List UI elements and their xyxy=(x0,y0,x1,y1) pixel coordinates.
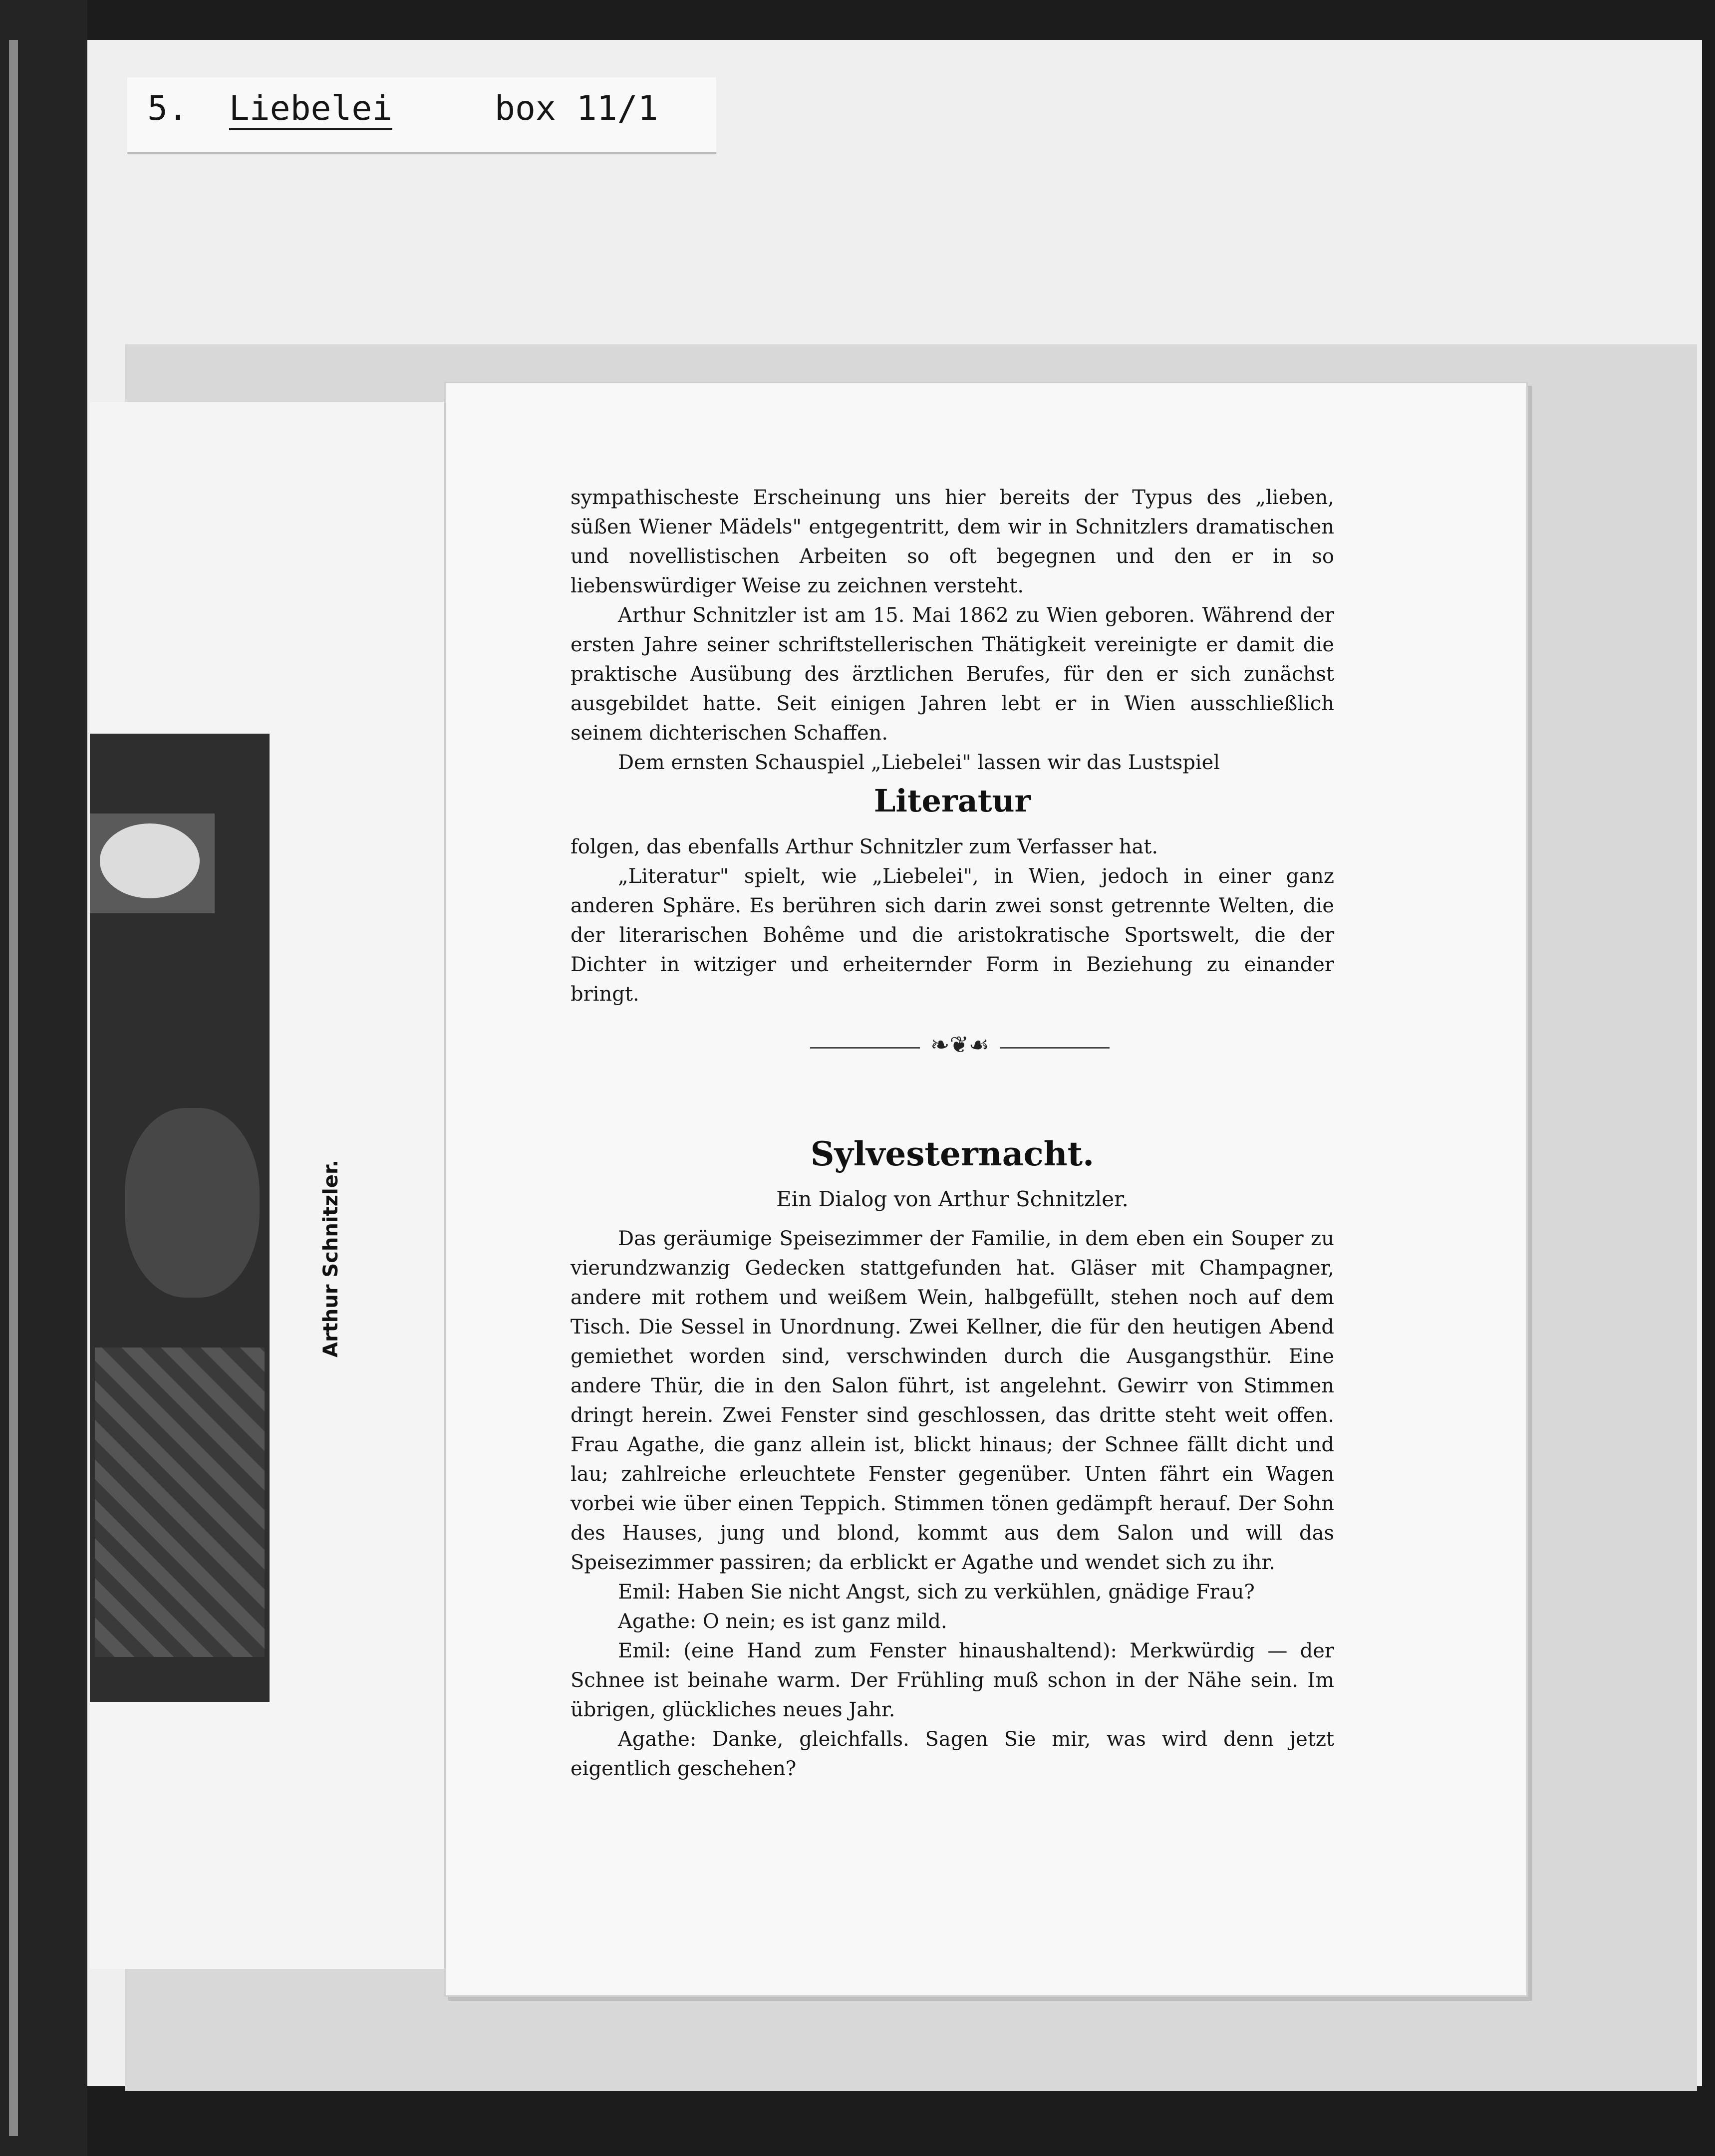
adjacent-sheet-edge xyxy=(9,40,18,2136)
ornament-rule-left xyxy=(810,1047,920,1049)
heading-literatur: Literatur xyxy=(873,783,1031,819)
dialogue-line: Emil: Haben Sie nicht Angst, sich zu verkühlen, gnädige Frau? xyxy=(618,1581,1255,1604)
portrait-photo-pattern xyxy=(95,1348,265,1657)
ornament-rule-right xyxy=(1000,1047,1110,1049)
heading-sylvesternacht: Sylvesternacht. xyxy=(810,1134,1095,1173)
dialogue-text xyxy=(571,1224,1334,1784)
paragraph-literatur: „Literatur" spielt, wie „Liebelei", in Wien, jedoch in einer ganz anderen Sphäre. Es berühren sich darin zwei sonst getrennte Welten, die der literarischen Bohême und die aristokratische Sportswelt, die der Dichter in witziger und erheiternder Form in Beziehung zu einander bringt. xyxy=(571,865,1334,1006)
dialogue-line: Agathe: O nein; es ist ganz mild. xyxy=(618,1610,947,1633)
article-literatur-text xyxy=(571,832,1334,1009)
portrait-photo-face xyxy=(125,1108,260,1298)
article-upper-text xyxy=(571,483,1334,778)
index-label-text xyxy=(147,89,658,128)
portrait-photo-hand xyxy=(100,823,200,898)
index-box: box 11/1 xyxy=(495,89,658,128)
ornament-icon: ❧❦☙ xyxy=(930,1031,990,1058)
photo-caption-text: Arthur Schnitzler. xyxy=(319,1159,342,1357)
paragraph-biography: Arthur Schnitzler ist am 15. Mai 1862 zu Wien geboren. Während der ersten Jahre seiner schriftstellerischen Thätigkeit vereinigte er damit die praktische Ausübung des ärztlichen Berufes, für den er sich zunächst ausgebildet hatte. Seit einigen Jahren lebt er in Wien ausschließlich seinem dichterischen Schaffen. xyxy=(571,604,1334,745)
dialogue-line: Emil: (eine Hand zum Fenster hinaushaltend): Merkwürdig — der Schnee ist beinahe warm. Der Frühling muß schon in der Nähe sein. Im übrigen, glückliches neues Jahr. xyxy=(571,1639,1334,1721)
dialogue-line: Agathe: Danke, gleichfalls. Sagen Sie mir, was wird denn jetzt eigentlich geschehen? xyxy=(571,1728,1334,1780)
paragraph-verfasser: folgen, das ebenfalls Arthur Schnitzler zum Verfasser hat. xyxy=(571,835,1158,858)
paragraph-intro: sympathischeste Erscheinung uns hier bereits der Typus des „lieben, süßen Wiener Mädels" entgegentritt, dem wir in Schnitzlers dramatischen und novellistischen Arbeiten so oft begegnen und den er in so liebenswürdiger Weise zu zeichnen versteht. xyxy=(571,486,1334,597)
index-number: 5. xyxy=(147,89,188,128)
article-page xyxy=(444,382,1528,1997)
paragraph-lustspiel: Dem ernsten Schauspiel „Liebelei" lassen wir das Lustspiel xyxy=(618,751,1220,774)
stage-direction: Das geräumige Speisezimmer der Familie, in dem eben ein Souper zu vierundzwanzig Gedecken stattgefunden hat. Gläser mit Champagner, andere mit rothem und weißem Wein, halbgefüllt, stehen noch auf dem Tisch. Die Sessel in Unordnung. Zwei Kellner, die für den heutigen Abend gemiethet worden sind, verschwinden durch die Ausgangsthür. Eine andere Thür, die in den Salon führt, ist angelehnt. Gewirr von Stimmen dringt herein. Zwei Fenster sind geschlossen, das dritte steht weit offen. Frau Agathe, die ganz allein ist, blickt hinaus; der Schnee fällt dicht und lau; zahlreiche erleuchtete Fenster gegenüber. Unten fährt ein Wagen vorbei wie über einen Teppich. Stimmen tönen gedämpft herauf. Der Sohn des Hauses, jung und blond, kommt aus dem Salon und will das Speisezimmer passiren; da erblickt er Agathe und wendet sich zu ihr. xyxy=(571,1227,1334,1574)
subtitle-dialog: Ein Dialog von Arthur Schnitzler. xyxy=(776,1187,1129,1211)
index-title: Liebelei xyxy=(229,89,393,130)
